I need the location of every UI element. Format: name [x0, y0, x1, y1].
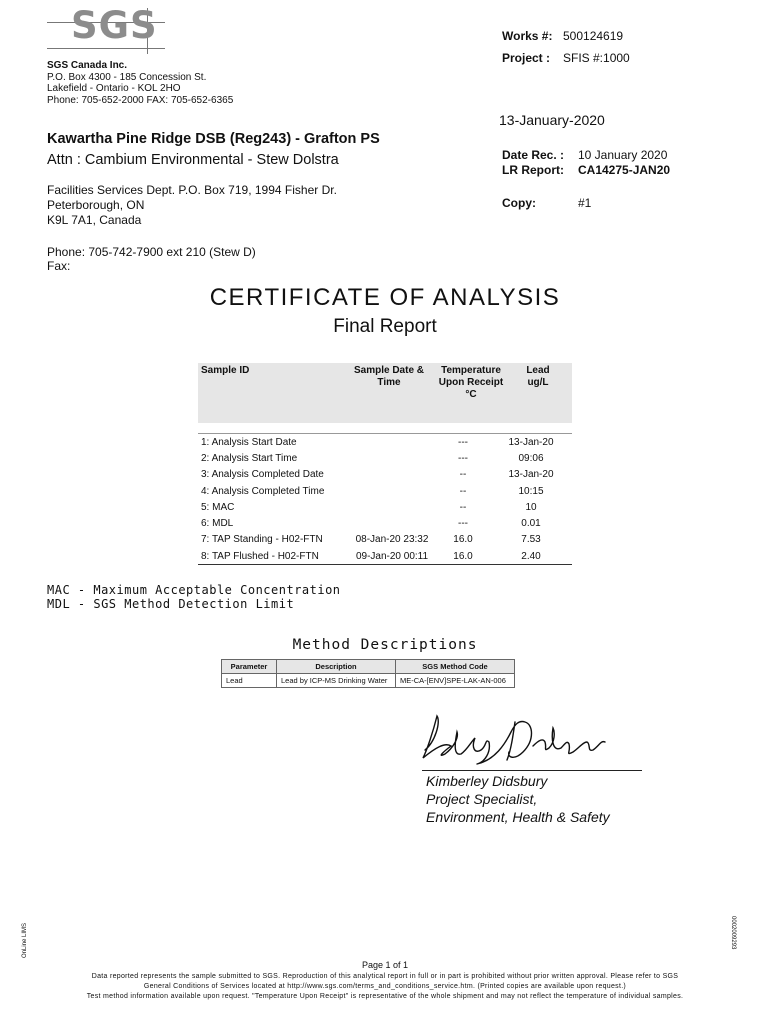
- cell-temperature: 16.0: [453, 534, 473, 546]
- works-value: 500124619: [563, 29, 624, 43]
- cell-lead: 2.40: [521, 550, 541, 562]
- client-address-3: K9L 7A1, Canada: [47, 213, 142, 227]
- company-phone: Phone: 705-652-2000 FAX: 705-652-6365: [47, 94, 234, 106]
- method-descriptions-title: Method Descriptions: [292, 637, 478, 653]
- certificate-subtitle: Final Report: [333, 316, 437, 337]
- page-number: Page 1 of 1: [361, 960, 409, 970]
- works-row: [502, 29, 630, 43]
- cell-sample-id: 5: MAC: [201, 501, 235, 513]
- copy-row: [502, 196, 591, 210]
- side-label-right: 0002009293: [730, 916, 736, 950]
- copy-value: #1: [578, 196, 592, 210]
- table-row: [198, 483, 572, 499]
- works-info: [502, 29, 630, 73]
- client-address-2: Peterborough, ON: [47, 198, 145, 212]
- certificate-title: CERTIFICATE OF ANALYSIS: [209, 284, 561, 311]
- table-row: [198, 515, 572, 531]
- client-attn: Attn : Cambium Environmental - Stew Dolstra: [47, 152, 339, 168]
- method-header-parameter: Parameter: [222, 660, 277, 674]
- signature-image: [415, 702, 615, 774]
- cell-sample-date: 08-Jan-20 23:32: [355, 534, 429, 546]
- header-sample-date: [350, 365, 428, 389]
- signer-department: Environment, Health & Safety: [426, 809, 610, 825]
- cell-sample-id: 4: Analysis Completed Time: [201, 485, 325, 497]
- company-address-1: P.O. Box 4300 - 185 Concession St.: [47, 71, 207, 83]
- cell-temperature: --: [459, 501, 467, 513]
- table-row: [198, 434, 572, 450]
- header-temp-line3: °C: [465, 389, 477, 400]
- method-header-row: [222, 660, 515, 674]
- signer-title: Project Specialist,: [426, 791, 538, 807]
- signer-name: Kimberley Didsbury: [426, 773, 548, 789]
- results-table: [198, 363, 572, 565]
- cell-lead: 09:06: [518, 452, 544, 464]
- method-cell-code: ME-CA-[ENV]SPE-LAK-AN-006: [396, 674, 515, 688]
- footer-line-3: Test method information available upon request. "Temperature Upon Receipt" is representative of the whole shipment and may not reflect the temperature of individual samples.: [86, 993, 684, 1000]
- side-label-left: OnLine LIMS: [22, 922, 28, 958]
- sgs-logo: [47, 4, 167, 54]
- table-row: [198, 450, 572, 466]
- cell-temperature: 16.0: [453, 550, 473, 562]
- client-name: Kawartha Pine Ridge DSB (Reg243) - Grafton PS: [47, 131, 380, 147]
- header-sample-date-line2: Time: [377, 377, 401, 388]
- date-rec-row: [502, 148, 670, 163]
- results-body: [198, 433, 572, 565]
- client-address-1: Facilities Services Dept. P.O. Box 719, 1994 Fisher Dr.: [47, 183, 337, 197]
- table-row: [198, 532, 572, 548]
- footer-line-1: Data reported represents the sample submitted to SGS. Reproduction of this analytical report in full or in part is prohibited without prior written approval. Please refer to SGS: [91, 973, 679, 980]
- footer-disclaimer: [0, 972, 770, 1002]
- cell-sample-date: 09-Jan-20 00:11: [355, 550, 429, 562]
- project-label: Project :: [502, 51, 551, 65]
- works-label: Works #:: [502, 29, 553, 43]
- cell-temperature: --: [459, 469, 467, 481]
- company-info: [47, 60, 233, 106]
- legend-mac: MAC - Maximum Acceptable Concentration: [47, 583, 341, 597]
- project-value: SFIS #:1000: [563, 51, 630, 65]
- cell-sample-id: 6: MDL: [201, 518, 234, 530]
- cell-temperature: ---: [458, 452, 468, 464]
- header-sample-date-line1: Sample Date &: [353, 365, 425, 376]
- client-phone: Phone: 705-742-7900 ext 210 (Stew D): [47, 245, 256, 259]
- receipt-info: [502, 148, 670, 178]
- table-row: [222, 674, 515, 688]
- cell-temperature: --: [459, 485, 467, 497]
- cell-sample-id: 7: TAP Standing - H02-FTN: [201, 534, 323, 546]
- legend-mdl: MDL - SGS Method Detection Limit: [47, 597, 295, 611]
- method-header-description: Description: [277, 660, 396, 674]
- table-row: [198, 499, 572, 515]
- table-row: [198, 467, 572, 483]
- date-rec-label: Date Rec. :: [502, 148, 565, 162]
- header-temp-line2: Upon Receipt: [438, 377, 504, 388]
- date-rec-value: 10 January 2020: [578, 148, 668, 162]
- logo-text: SGS: [71, 4, 158, 47]
- lr-report-value: CA14275-JAN20: [578, 163, 671, 177]
- method-cell-parameter: Lead: [222, 674, 277, 688]
- method-cell-description: Lead by ICP-MS Drinking Water: [277, 674, 396, 688]
- cell-temperature: ---: [458, 436, 468, 448]
- abbreviation-legend: [47, 583, 341, 611]
- results-header: [198, 363, 572, 423]
- company-name: SGS Canada Inc.: [47, 60, 128, 71]
- lr-report-label: LR Report:: [502, 163, 564, 177]
- copy-label: Copy:: [502, 196, 536, 210]
- footer-line-2: General Conditions of Services located at http://www.sgs.com/terms_and_conditions_service.htm. (Printed copies are available upon request.): [143, 983, 627, 990]
- table-row: [198, 548, 572, 564]
- project-row: [502, 51, 630, 65]
- company-address-2: Lakefield - Ontario - KOL 2HO: [47, 83, 181, 94]
- signer-block: [426, 772, 610, 826]
- client-fax: Fax:: [47, 259, 71, 273]
- header-temp-line1: Temperature: [441, 365, 501, 376]
- cell-lead: 13-Jan-20: [508, 469, 554, 481]
- cell-lead: 10: [525, 501, 537, 513]
- header-lead-line1: Lead: [526, 365, 550, 376]
- cell-lead: 10:15: [518, 485, 544, 497]
- cell-sample-id: 8: TAP Flushed - H02-FTN: [201, 550, 319, 562]
- signature-line: [422, 770, 642, 771]
- client-address: [47, 183, 337, 228]
- header-lead: [514, 365, 562, 389]
- header-lead-line2: ug/L: [527, 377, 549, 388]
- cell-sample-id: 3: Analysis Completed Date: [201, 469, 324, 481]
- lr-report-row: [502, 163, 670, 178]
- cell-sample-id: 2: Analysis Start Time: [201, 452, 298, 464]
- method-table: [221, 659, 515, 688]
- method-header-code: SGS Method Code: [396, 660, 515, 674]
- cell-lead: 0.01: [521, 518, 541, 530]
- cell-lead: 13-Jan-20: [508, 436, 554, 448]
- header-sample-id: Sample ID: [201, 365, 250, 376]
- header-temperature: [430, 365, 512, 401]
- cell-lead: 7.53: [521, 534, 541, 546]
- client-contact: [47, 245, 256, 273]
- cell-temperature: ---: [458, 518, 468, 530]
- cell-sample-id: 1: Analysis Start Date: [201, 436, 297, 448]
- report-date: 13-January-2020: [499, 112, 605, 128]
